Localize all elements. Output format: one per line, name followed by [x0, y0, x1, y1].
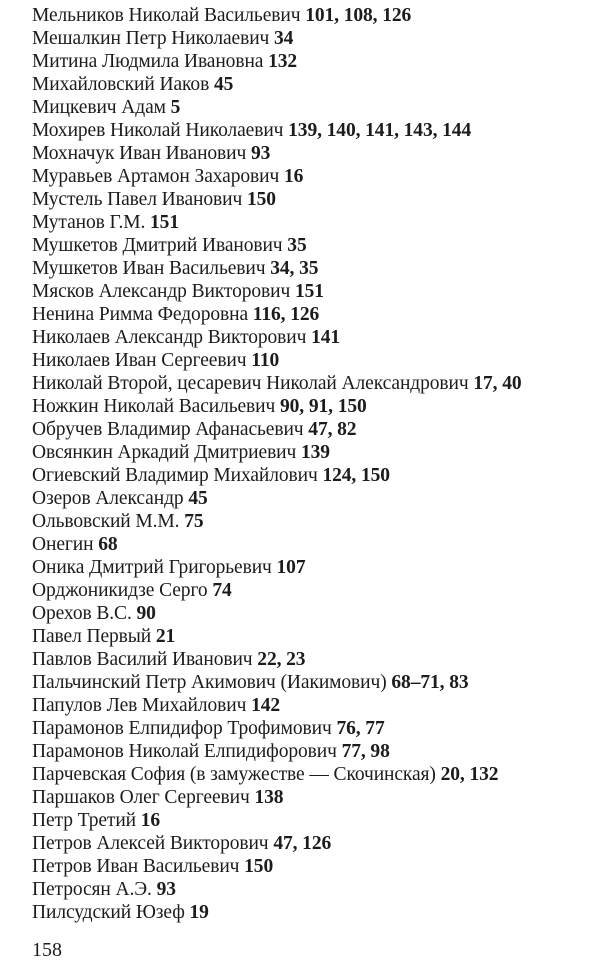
- index-entry-pages: 16: [283, 166, 304, 187]
- index-entry-pages: 90: [136, 603, 156, 624]
- index-entry-name: Орджоникидзе Серго: [32, 580, 208, 601]
- index-entry-pages: 139: [301, 442, 330, 463]
- index-entry-name: Михайловский Иаков: [32, 74, 210, 95]
- index-entry: [32, 556, 602, 579]
- index-entry-name: Павлов Василий Иванович: [32, 649, 253, 670]
- index-entry-name: Озеров Александр: [32, 488, 184, 509]
- index-entry: [32, 832, 602, 855]
- index-entry-name: Огиевский Владимир Михайлович: [32, 465, 318, 486]
- index-entry-pages: 139, 140, 141, 143, 144: [288, 120, 472, 141]
- index-entry-pages: 5: [170, 97, 181, 118]
- index-entry-pages: 19: [189, 902, 209, 923]
- index-entry: [32, 280, 602, 303]
- index-entry-name: Мицкевич Адам: [32, 97, 166, 118]
- index-entry-name: Паршаков Олег Сергеевич: [32, 787, 250, 808]
- index-entry-pages: 75: [184, 511, 204, 532]
- index-entry-pages: 141: [311, 327, 341, 348]
- index-entry: [32, 786, 602, 809]
- index-entry-name: Пальчинский Петр Акимович (Иакимович): [32, 672, 387, 693]
- index-entry: [32, 234, 602, 257]
- index-entry-name: Папулов Лев Михайлович: [32, 695, 247, 716]
- index-entry-name: Мохначук Иван Иванович: [32, 143, 247, 164]
- index-entry-name: Оника Дмитрий Григорьевич: [32, 557, 272, 578]
- index-entry: [32, 717, 602, 740]
- index-entry: [32, 602, 602, 625]
- index-entry-pages: 34: [274, 28, 294, 49]
- index-entry-name: Николаев Александр Викторович: [32, 327, 307, 348]
- index-entry-pages: 116, 126: [252, 304, 320, 325]
- index-entry-name: Петров Алексей Викторович: [32, 833, 269, 854]
- index-entry: [32, 418, 602, 441]
- index-entry-name: Парамонов Елпидифор Трофимович: [32, 718, 332, 739]
- index-entry-name: Мясков Александр Викторович: [32, 281, 291, 302]
- index-entry-pages: 93: [156, 879, 176, 900]
- index-entry-pages: 107: [276, 557, 306, 578]
- index-entry: [32, 96, 602, 119]
- index-entry: [32, 142, 602, 165]
- index-entry-name: Пилсудский Юзеф: [32, 902, 185, 923]
- index-entry: [32, 901, 602, 924]
- index-entry-pages: 47, 126: [273, 833, 332, 854]
- index-entry-name: Павел Первый: [32, 626, 152, 647]
- index-entry: [32, 671, 602, 694]
- index-entry: [32, 165, 602, 188]
- index-entry: [32, 533, 602, 556]
- index-entry: [32, 349, 602, 372]
- index-entry-pages: 124, 150: [322, 465, 390, 486]
- index-entry-pages: 45: [188, 488, 208, 509]
- index-entry: [32, 855, 602, 878]
- index-entry-pages: 35: [287, 235, 307, 256]
- index-entry-name: Парамонов Николай Елпидифорович: [32, 741, 337, 762]
- index-entry-pages: 90, 91, 150: [280, 396, 367, 417]
- index-entry-pages: 68–71, 83: [391, 672, 469, 693]
- index-entry-name: Муравьев Артамон Захарович: [32, 166, 280, 187]
- index-entry-name: Обручев Владимир Афанасьевич: [32, 419, 304, 440]
- index-entry: [32, 648, 602, 671]
- index-entry-pages: 142: [251, 695, 281, 716]
- index-entry-pages: 132: [268, 51, 298, 72]
- index-entry-name: Парчевская София (в замужестве — Скочинская): [32, 764, 436, 785]
- index-entry: [32, 326, 602, 349]
- index-entry-name: Николаев Иван Сергеевич: [32, 350, 247, 371]
- index-entry: [32, 464, 602, 487]
- index-entry-pages: 22, 23: [257, 649, 306, 670]
- page-number: 158: [32, 939, 62, 961]
- index-entry: [32, 119, 602, 142]
- index-entry: [32, 487, 602, 510]
- index-entry-name: Мельников Николай Васильевич: [32, 5, 301, 26]
- index-entry: [32, 303, 602, 326]
- index-entry: [32, 878, 602, 901]
- index-entry-pages: 76, 77: [336, 718, 385, 739]
- index-entry: [32, 763, 602, 786]
- index-entry-pages: 101, 108, 126: [305, 5, 412, 26]
- index-entry-pages: 45: [213, 74, 234, 95]
- index-entry-pages: 20, 132: [440, 764, 499, 785]
- index-entry-name: Мустель Павел Иванович: [32, 189, 243, 210]
- index-entry-name: Орехов В.С.: [32, 603, 132, 624]
- index-entry: [32, 740, 602, 763]
- index-entry-name: Мохирев Николай Николаевич: [32, 120, 284, 141]
- index-entry-name: Петросян А.Э.: [32, 879, 152, 900]
- index-entry: [32, 188, 602, 211]
- index-entry: [32, 257, 602, 280]
- index-entry-pages: 17, 40: [473, 373, 522, 394]
- index-entry: [32, 50, 602, 73]
- index-entry-pages: 151: [294, 281, 324, 302]
- index-entry-pages: 151: [150, 212, 179, 233]
- index-entry-pages: 110: [251, 350, 280, 371]
- index-entry: [32, 510, 602, 533]
- index-entry-pages: 77, 98: [341, 741, 390, 762]
- index-entry: [32, 625, 602, 648]
- index-entry: [32, 809, 602, 832]
- index-entry: [32, 441, 602, 464]
- index-entry-pages: 138: [254, 787, 284, 808]
- index-entry-pages: 47, 82: [308, 419, 357, 440]
- index-entry: [32, 395, 602, 418]
- index-entry-pages: 68: [98, 534, 118, 555]
- index-entry-name: Ольвовский М.М.: [32, 511, 180, 532]
- index-entry: [32, 27, 602, 50]
- index-entry: [32, 211, 602, 234]
- index-entry-name: Петр Третий: [32, 810, 136, 831]
- index-entry-name: Ножкин Николай Васильевич: [32, 396, 276, 417]
- index-entry-name: Мутанов Г.М.: [32, 212, 146, 233]
- index-entry-name: Николай Второй, цесаревич Николай Александрович: [32, 373, 469, 394]
- index-entry-pages: 21: [155, 626, 176, 647]
- index-entry-pages: 34, 35: [270, 258, 319, 279]
- index-entry-name: Митина Людмила Ивановна: [32, 51, 264, 72]
- index-entry-name: Мушкетов Дмитрий Иванович: [32, 235, 283, 256]
- index-entry-name: Овсянкин Аркадий Дмитриевич: [32, 442, 297, 463]
- index-entry-name: Мушкетов Иван Васильевич: [32, 258, 266, 279]
- index-entry-pages: 150: [246, 189, 276, 210]
- index-entry-pages: 74: [212, 580, 232, 601]
- index-entry: [32, 372, 602, 395]
- index-entry-pages: 16: [140, 810, 161, 831]
- name-index-list: [32, 4, 602, 924]
- index-entry-name: Ненина Римма Федоровна: [32, 304, 249, 325]
- index-entry-name: Онегин: [32, 534, 94, 555]
- index-entry: [32, 73, 602, 96]
- index-entry-pages: 150: [244, 856, 274, 877]
- index-entry-name: Мешалкин Петр Николаевич: [32, 28, 270, 49]
- index-entry: [32, 694, 602, 717]
- index-entry-name: Петров Иван Васильевич: [32, 856, 240, 877]
- index-entry: [32, 4, 602, 27]
- index-entry: [32, 579, 602, 602]
- index-entry-pages: 93: [251, 143, 271, 164]
